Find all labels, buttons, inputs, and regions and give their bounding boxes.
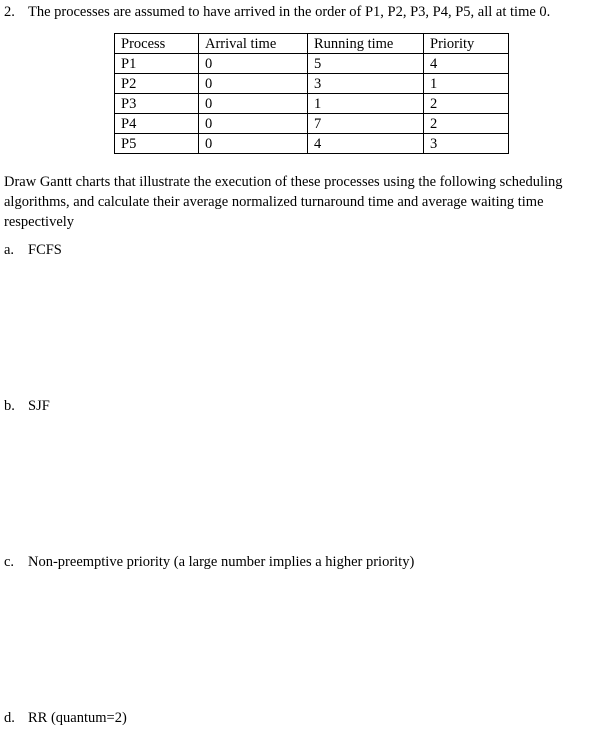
cell-running-time: 1 (308, 94, 424, 114)
question-number: 2. (4, 4, 15, 20)
cell-arrival-time: 0 (199, 94, 308, 114)
table-row (115, 54, 509, 74)
cell-priority: 3 (424, 134, 509, 154)
part-text: SJF (28, 398, 50, 414)
cell-priority: 2 (424, 114, 509, 134)
cell-arrival-time: 0 (199, 114, 308, 134)
cell-running-time: 5 (308, 54, 424, 74)
cell-process: P1 (115, 54, 199, 74)
cell-process: P2 (115, 74, 199, 94)
cell-process: P5 (115, 134, 199, 154)
instructions-paragraph: Draw Gantt charts that illustrate the execution of these processes using the following scheduling algorithms, and calculate their average normalized turnaround time and average waiting time respectively (4, 174, 563, 230)
cell-running-time: 4 (308, 134, 424, 154)
header-arrival-time: Arrival time (199, 34, 308, 54)
header-priority: Priority (424, 34, 509, 54)
table-row (115, 74, 509, 94)
part-a (4, 242, 62, 259)
part-text: FCFS (28, 242, 62, 258)
part-d (4, 710, 127, 727)
cell-running-time: 7 (308, 114, 424, 134)
cell-priority: 2 (424, 94, 509, 114)
table-row (115, 134, 509, 154)
cell-arrival-time: 0 (199, 54, 308, 74)
part-b (4, 398, 50, 415)
question-line (4, 4, 550, 21)
part-letter: d. (4, 710, 15, 726)
cell-process: P4 (115, 114, 199, 134)
part-letter: a. (4, 242, 15, 258)
part-text: RR (quantum=2) (28, 710, 127, 726)
cell-priority: 1 (424, 74, 509, 94)
cell-process: P3 (115, 94, 199, 114)
process-table (114, 33, 509, 154)
cell-arrival-time: 0 (199, 134, 308, 154)
cell-arrival-time: 0 (199, 74, 308, 94)
part-letter: c. (4, 554, 15, 570)
question-text: The processes are assumed to have arrived in the order of P1, P2, P3, P4, P5, all at time 0. (28, 4, 551, 20)
header-process: Process (115, 34, 199, 54)
header-running-time: Running time (308, 34, 424, 54)
cell-priority: 4 (424, 54, 509, 74)
part-letter: b. (4, 398, 15, 414)
table-header-row (115, 34, 509, 54)
cell-running-time: 3 (308, 74, 424, 94)
table-row (115, 94, 509, 114)
part-c (4, 554, 414, 571)
part-text: Non-preemptive priority (a large number implies a higher priority) (28, 554, 415, 570)
table-row (115, 114, 509, 134)
